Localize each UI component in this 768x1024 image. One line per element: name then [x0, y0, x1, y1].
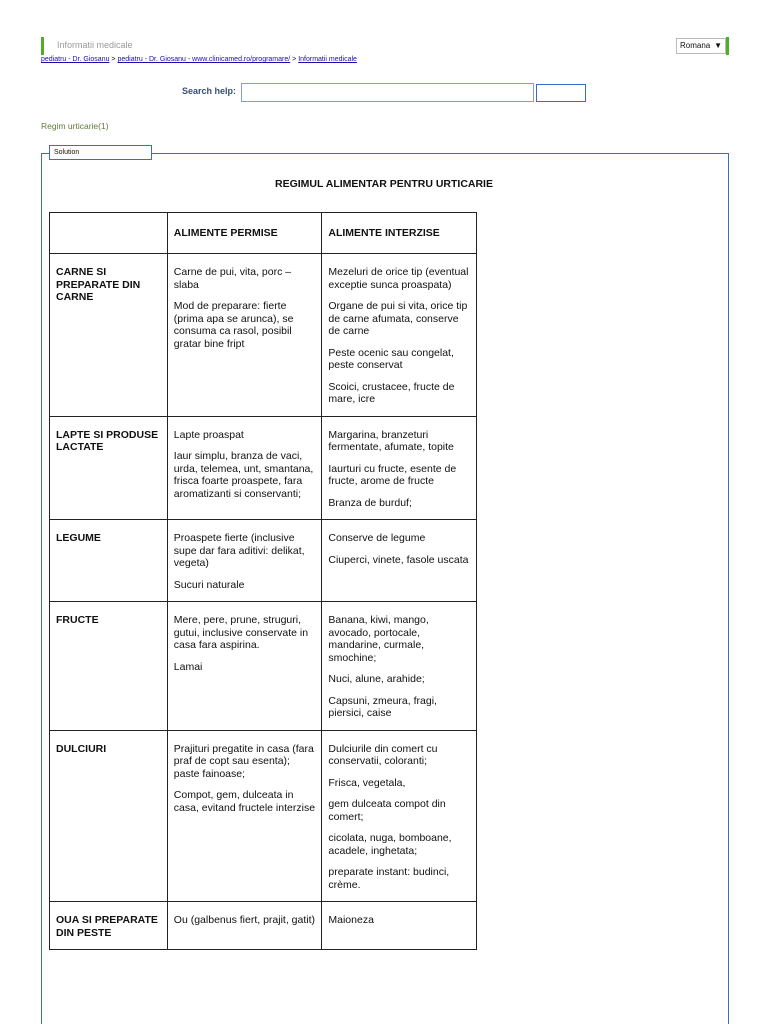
allowed-food-item: Compot, gem, dulceata in casa, evitand fructele interzise — [173, 789, 316, 814]
solution-tab[interactable]: Solution — [49, 145, 152, 160]
forbidden-food-item: cicolata, nuga, bomboane, acadele, inghetata; — [328, 832, 452, 857]
allowed-food-item: Ou (galbenus fiert, prajit, gatit) — [173, 914, 316, 926]
breadcrumb-separator: > — [109, 56, 118, 63]
accent-bar-right — [726, 37, 729, 55]
forbidden-foods-cell — [322, 520, 477, 602]
table-row — [50, 730, 477, 902]
column-header-category — [50, 213, 168, 254]
forbidden-food-item: Conserve de legume — [328, 532, 426, 544]
forbidden-food-item: Mezeluri de orice tip (eventual exceptie sunca proaspata) — [328, 266, 469, 291]
forbidden-food-item: Maioneza — [328, 914, 374, 926]
column-header-forbidden: ALIMENTE INTERZISE — [322, 213, 477, 254]
forbidden-food-item: Iaurturi cu fructe, esente de fructe, arome de fructe — [328, 462, 457, 487]
page-subtitle: Regim urticarie(1) — [41, 121, 109, 131]
language-select[interactable] — [676, 38, 726, 54]
forbidden-food-item: Banana, kiwi, mango, avocado, portocale, mandarine, curmale, smochine; — [328, 614, 429, 664]
allowed-foods-cell — [167, 730, 322, 902]
allowed-food-item: Lamai — [173, 660, 203, 673]
search-button[interactable] — [536, 84, 586, 102]
table-row — [50, 902, 477, 950]
allowed-food-item: Iaur simplu, branza de vaci, urda, telemea, unt, smantana, frisca foarte proaspete, fara aromatizanti si conservanti; — [173, 450, 314, 500]
category-cell: LAPTE SI PRODUSE LACTATE — [50, 416, 168, 520]
forbidden-food-item: Margarina, branzeturi fermentate, afumate, topite — [328, 428, 454, 453]
forbidden-food-item: Scoici, crustacee, fructe de mare, icre — [328, 380, 455, 405]
table-row — [50, 602, 477, 731]
allowed-food-item: Lapte proaspat — [173, 428, 244, 441]
forbidden-foods-cell — [322, 254, 477, 417]
forbidden-food-item: Frisca, vegetala, — [328, 776, 406, 789]
allowed-food-item: Sucuri naturale — [173, 578, 245, 591]
forbidden-food-item: gem dulceata compot din comert; — [328, 798, 446, 823]
allowed-food-item: Mod de preparare: fierte (prima apa se arunca), se consuma ca rasol, posibil gratar bine fript — [173, 300, 294, 350]
category-cell: CARNE SI PREPARATE DIN CARNE — [50, 254, 168, 417]
category-cell: OUA SI PREPARATE DIN PESTE — [50, 902, 168, 950]
category-cell: DULCIURI — [50, 730, 168, 902]
allowed-food-item: Proaspete fierte (inclusive supe dar fara aditivi: delikat, vegeta) — [173, 532, 305, 569]
search-label: Search help: — [182, 86, 237, 96]
allowed-food-item: Prajituri pregatite in casa (fara praf de copt sau esenta); paste fainoase; — [173, 742, 314, 780]
table-row — [50, 416, 477, 520]
allowed-foods-cell — [167, 520, 322, 602]
forbidden-foods-cell — [322, 602, 477, 731]
table-row — [50, 520, 477, 602]
forbidden-food-item: Capsuni, zmeura, fragi, piersici, caise — [328, 694, 437, 719]
forbidden-food-item: Nuci, alune, arahide; — [328, 673, 425, 685]
document-title: REGIMUL ALIMENTAR PENTRU URTICARIE — [275, 178, 493, 190]
allowed-foods-cell — [167, 602, 322, 731]
allowed-foods-cell — [167, 902, 322, 950]
forbidden-food-item: preparate instant: budinci, crème. — [328, 866, 450, 891]
allowed-foods-cell — [167, 416, 322, 520]
forbidden-food-item: Ciuperci, vinete, fasole uscata — [328, 553, 469, 566]
search-input[interactable] — [241, 83, 534, 102]
forbidden-food-item: Branza de burduf; — [328, 496, 412, 509]
diet-table — [49, 212, 477, 950]
breadcrumb-separator: > — [290, 56, 299, 63]
accent-bar-left — [41, 37, 44, 55]
breadcrumb-link-pediatru[interactable]: pediatru - Dr. Giosanu — [41, 56, 110, 63]
forbidden-food-item: Organe de pui si vita, orice tip de carne afumata, conserve de carne — [328, 300, 468, 337]
column-header-allowed: ALIMENTE PERMISE — [167, 213, 322, 254]
category-cell: FRUCTE — [50, 602, 168, 731]
allowed-foods-cell — [167, 254, 322, 417]
table-row — [50, 254, 477, 417]
forbidden-foods-cell — [322, 902, 477, 950]
language-value: Romana — [680, 41, 711, 50]
forbidden-foods-cell — [322, 416, 477, 520]
allowed-food-item: Carne de pui, vita, porc – slaba — [173, 266, 292, 291]
chevron-down-icon: ▼ — [714, 41, 722, 50]
forbidden-foods-cell — [322, 730, 477, 902]
top-bar — [41, 37, 729, 55]
allowed-food-item: Mere, pere, prune, struguri, gutui, inclusive conservate in casa fara aspirina. — [173, 614, 309, 651]
table-header-row — [50, 213, 477, 254]
breadcrumb-link-programare[interactable]: pediatru - Dr. Giosanu - www.clinicamed.ro/programare/ — [117, 56, 291, 63]
forbidden-food-item: Peste ocenic sau congelat, peste conservat — [328, 346, 454, 371]
site-title[interactable]: Informatii medicale — [57, 40, 133, 50]
category-cell: LEGUME — [50, 520, 168, 602]
breadcrumb — [41, 56, 357, 63]
forbidden-food-item: Dulciurile din comert cu conservatii, coloranti; — [328, 742, 438, 767]
breadcrumb-link-informatii[interactable]: Informatii medicale — [298, 56, 357, 63]
